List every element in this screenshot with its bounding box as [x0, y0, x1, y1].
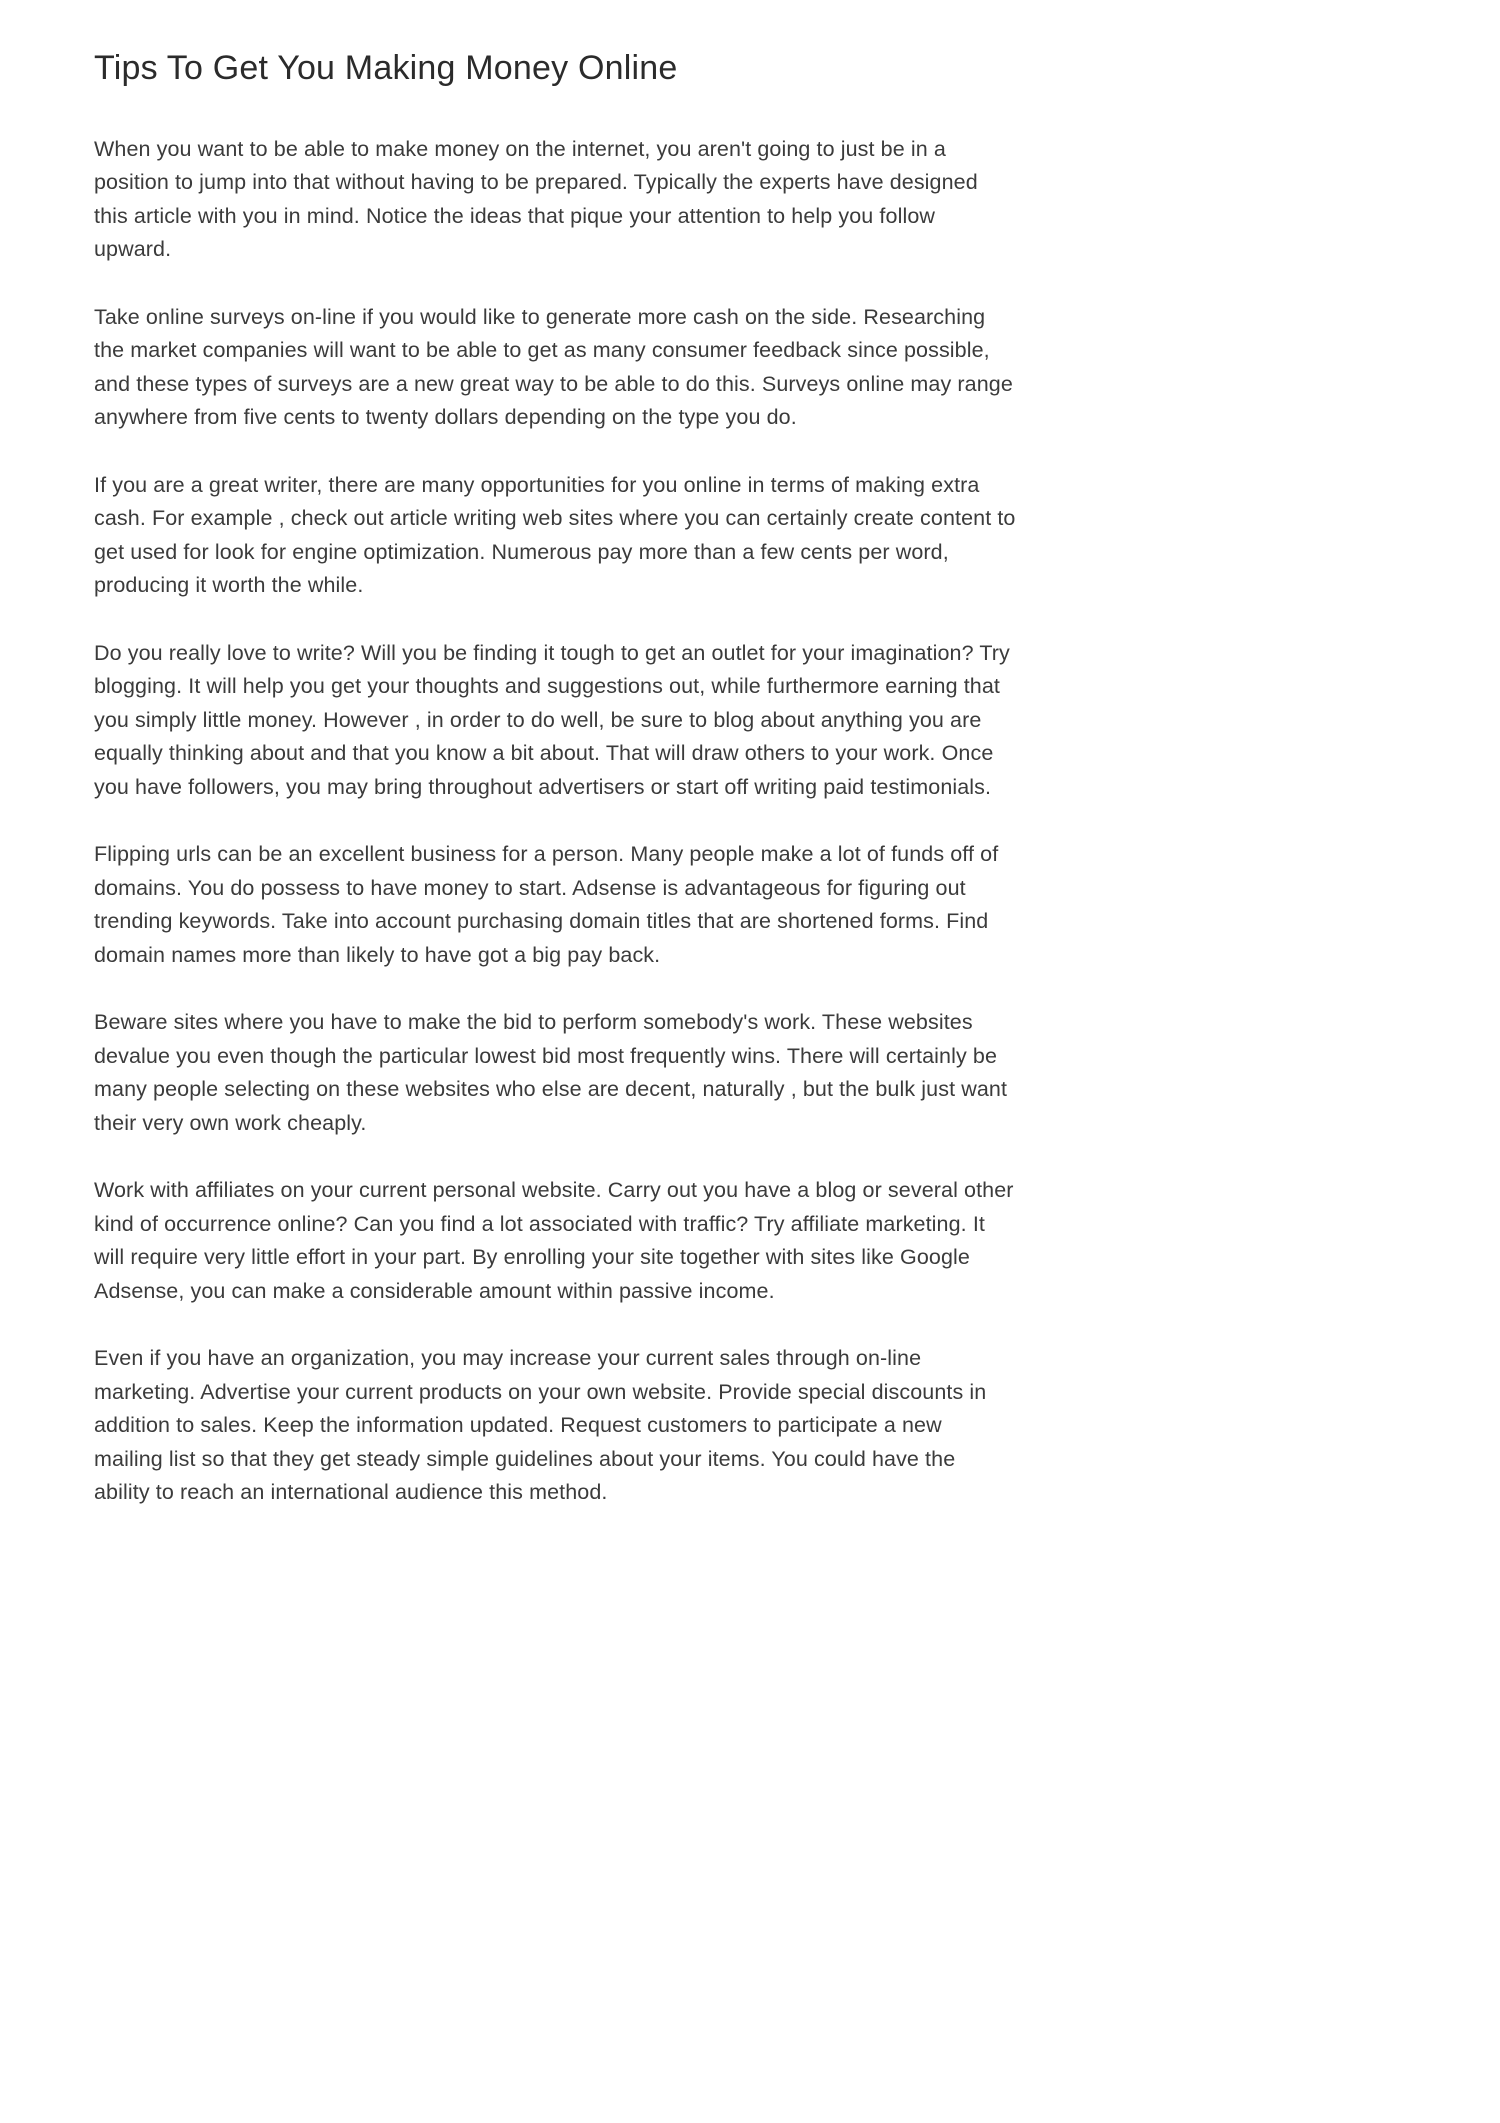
paragraph-3: If you are a great writer, there are many opportunities for you online in terms of making extra cash. For example , check out article writing web sites where you can certainly create content to get used for look for engine optimization. Numerous pay more than a few cents per word, producing it worth the while.: [94, 472, 1016, 598]
paragraph-4: Do you really love to write? Will you be finding it tough to get an outlet for your imagination? Try blogging. It will help you get your thoughts and suggestions out, while furthermore earning that you simply little money. However , in order to do well, be sure to blog about anything you are equally thinking about and that you know a bit about. That will draw others to your work. Once you have followers, you may bring throughout advertisers or start off writing paid testimonials.: [94, 640, 1010, 799]
page-title: Tips To Get You Making Money Online: [94, 49, 678, 87]
paragraph-6: Beware sites where you have to make the bid to perform somebody's work. These websites devalue you even though the particular lowest bid most frequently wins. There will certainly be many people selecting on these websites who else are decent, naturally , but the bulk just want their very own work cheaply.: [94, 1010, 1008, 1135]
paragraph-7: Work with affiliates on your current personal website. Carry out you have a blog or several other kind of occurrence online? Can you find a lot associated with traffic? Try affiliate marketing. It will require very little effort in your part. By enrolling your site together with sites like Google Adsense, you can make a considerable amount within passive income.: [94, 1178, 1014, 1303]
article-content: [94, 48, 1016, 1510]
paragraph-5: Flipping urls can be an excellent business for a person. Many people make a lot of funds off of domains. You do possess to have money to start. Adsense is advantageous for figuring out trending keywords. Take into account purchasing domain titles that are shortened forms. Find domain names more than likely to have got a big pay back.: [94, 842, 999, 967]
paragraph-1: When you want to be able to make money on the internet, you aren't going to just be in a position to jump into that without having to be prepared. Typically the experts have designed this article with you in mind. Notice the ideas that pique your attention to help you follow upward.: [94, 136, 978, 262]
paragraph-8: Even if you have an organization, you may increase your current sales through on-line marketing. Advertise your current products on your own website. Provide special discounts in addition to sales. Keep the information updated. Request customers to participate a new mailing list so that they get steady simple guidelines about your items. You could have the ability to reach an international audience this method.: [94, 1346, 987, 1505]
paragraph-2: Take online surveys on-line if you would like to generate more cash on the side. Researching the market companies will want to be able to get as many consumer feedback since possible, and these types of surveys are a new great way to be able to do this. Surveys online may range anywhere from five cents to twenty dollars depending on the type you do.: [94, 304, 1013, 430]
